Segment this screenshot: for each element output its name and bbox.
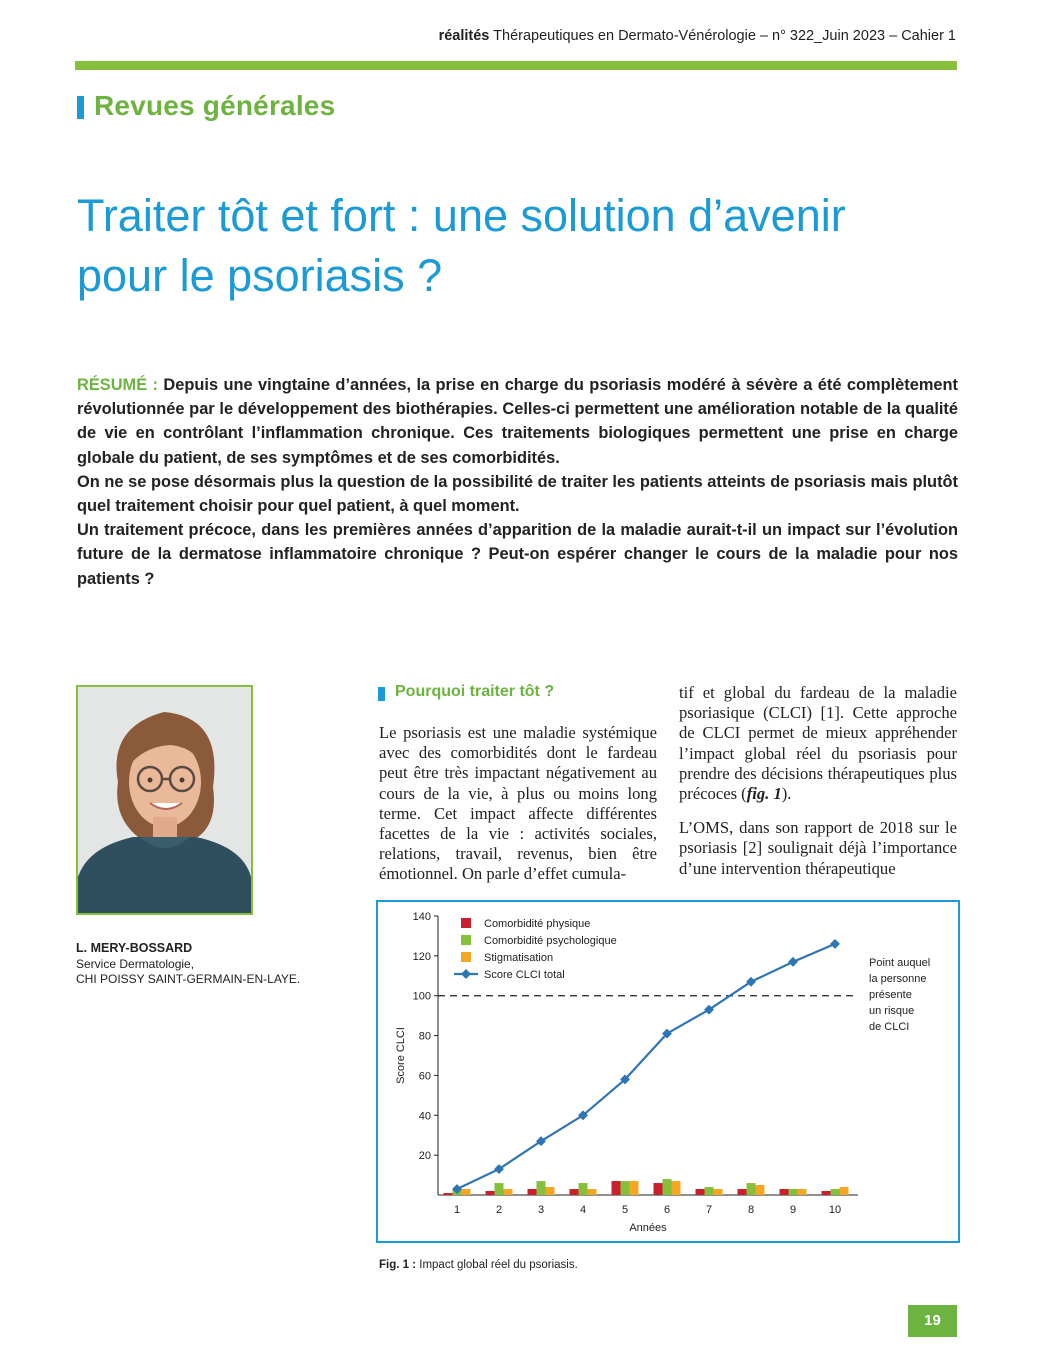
section-marker [77,96,84,119]
bar [654,1183,663,1195]
author-portrait-illustration [78,687,251,913]
body-paragraph-2 [679,683,957,804]
subhead: Pourquoi traiter tôt ? [395,683,555,700]
y-axis-label: Score CLCI [395,1027,407,1084]
bar [747,1183,756,1195]
author-name: L. MERY-BOSSARD [76,941,193,955]
bar [444,1193,453,1195]
bar [822,1191,831,1195]
bar [840,1187,849,1195]
legend-label: Stigmatisation [484,952,554,964]
figure-caption [379,1259,578,1271]
x-tick-label: 10 [828,1204,842,1216]
x-tick-label: 7 [705,1204,713,1216]
x-tick-label: 5 [621,1204,629,1216]
abstract-p1 [77,373,958,470]
y-tick-label: 80 [418,1030,431,1043]
bar [588,1189,597,1195]
y-tick-label: 100 [412,990,431,1003]
body-paragraph-2-b: ). [781,784,792,804]
annotation-line: présente [869,989,912,1001]
figure-box [376,900,960,1243]
journal-brand: réalités [438,28,490,44]
abstract [77,373,958,591]
body-paragraph-3: L’OMS, dans son rapport de 2018 sur le psoriasis [2] soulignait déjà l’importance d’une intervention thérapeutique [679,818,957,878]
legend-label: Comorbidité physique [484,918,591,930]
annotation-line: de CLCI [869,1021,910,1033]
bar [504,1189,513,1195]
x-tick-label: 2 [495,1204,503,1216]
legend-swatch [461,952,471,962]
line-point [830,939,840,949]
x-tick-label: 8 [747,1204,755,1216]
x-tick-label: 3 [537,1204,545,1216]
figure-caption-label: Fig. 1 : [379,1259,417,1271]
page-number: 19 [908,1305,957,1337]
bar [462,1189,471,1195]
bar [495,1183,504,1195]
clci-chart [378,902,958,1241]
y-tick-label: 40 [418,1110,431,1123]
legend-swatch [461,918,471,928]
bar [789,1189,798,1195]
abstract-label: RÉSUMÉ : [77,376,159,394]
header-divider [75,61,957,70]
bar [663,1179,672,1195]
bar [612,1181,621,1195]
annotation-line: un risque [869,1005,915,1017]
body-paragraph-2-a: tif et global du fardeau de la maladie psoriasique (CLCI) [1]. Cette approche de CLCI permet de mieux appréhender l’impact global réel du psoriasis pour prendre des décisions thérapeutiques plus précoces ( [679,683,957,804]
y-tick-label: 60 [418,1070,431,1083]
bar [738,1189,747,1195]
bar [630,1181,639,1195]
y-tick-label: 20 [418,1150,431,1163]
bar [537,1181,546,1195]
legend-label: Comorbidité psychologique [484,935,617,947]
bar [831,1189,840,1195]
bar [486,1191,495,1195]
figure-reference: fig. 1 [746,784,782,804]
body-column-1 [379,723,657,899]
y-tick-label: 140 [412,911,431,923]
bar [696,1189,705,1195]
subhead-marker [378,687,385,701]
author-department: Service Dermatologie, [76,956,195,971]
bar [780,1189,789,1195]
journal-issue: Thérapeutiques en Dermato-Vénérologie – n° 322_Juin 2023 – Cahier 1 [489,28,956,44]
bar [798,1189,807,1195]
bar [714,1189,723,1195]
legend-marker [461,969,471,979]
bar [546,1187,555,1195]
bar [570,1189,579,1195]
bar [528,1189,537,1195]
line-point [788,957,798,967]
figure-caption-text: Impact global réel du psoriasis. [416,1259,578,1271]
running-header [400,28,956,44]
x-tick-label: 9 [789,1204,797,1216]
body-paragraph-1: Le psoriasis est une maladie systémique avec des comorbidités dont le fardeau peut être très impactant négativement au cours de la vie, à plus ou moins long terme. Cet impact affecte différentes facettes de la vie : activités sociales, relations, travail, revenus, bien être émotionnel. On parle d’effet cumula- [379,723,657,884]
annotation-line: Point auquel [869,957,931,969]
bar [579,1183,588,1195]
author-photo [76,685,253,915]
x-tick-label: 4 [579,1204,587,1216]
bar [621,1181,630,1195]
article-title [77,186,967,306]
abstract-p2: On ne se pose désormais plus la question de la possibilité de traiter les patients atteints de psoriasis mais plutôt quel traitement choisir pour quel patient, à quel moment. [77,472,958,516]
legend-label: Score CLCI total [484,969,565,981]
x-axis-label: Années [629,1222,667,1234]
title-line-1: Traiter tôt et fort : une solution d’avenir [77,190,846,241]
legend-swatch [461,935,471,945]
x-tick-label: 6 [663,1204,671,1216]
bar [672,1181,681,1195]
title-line-2: pour le psoriasis ? [77,250,443,301]
bar [705,1187,714,1195]
section-title: Revues générales [94,90,336,121]
y-tick-label: 120 [412,950,431,963]
body-column-2 [679,683,957,893]
abstract-p1-text: Depuis une vingtaine d’années, la prise en charge du psoriasis modéré à sévère a été complètement révolutionnée par le développement des biothérapies. Celles-ci permettent une amélioration notable de la qualité de vie en contrôlant l’inflammation chronique. Ces traitements biologiques permettent une prise en charge globale du patient, de ses symptômes et de ses comorbidités. [77,376,958,467]
bar [756,1185,765,1195]
x-tick-label: 1 [453,1204,461,1216]
annotation-line: la personne [869,973,927,985]
author-block [76,941,300,988]
abstract-p3: Un traitement précoce, dans les premières années d’apparition de la maladie aurait-t-il un impact sur l’évolution future de la dermatose inflammatoire chronique ? Peut-on espérer changer le cours de la maladie pour nos patients ? [77,521,958,588]
author-hospital: CHI POISSY SAINT-GERMAIN-EN-LAYE. [76,972,301,986]
